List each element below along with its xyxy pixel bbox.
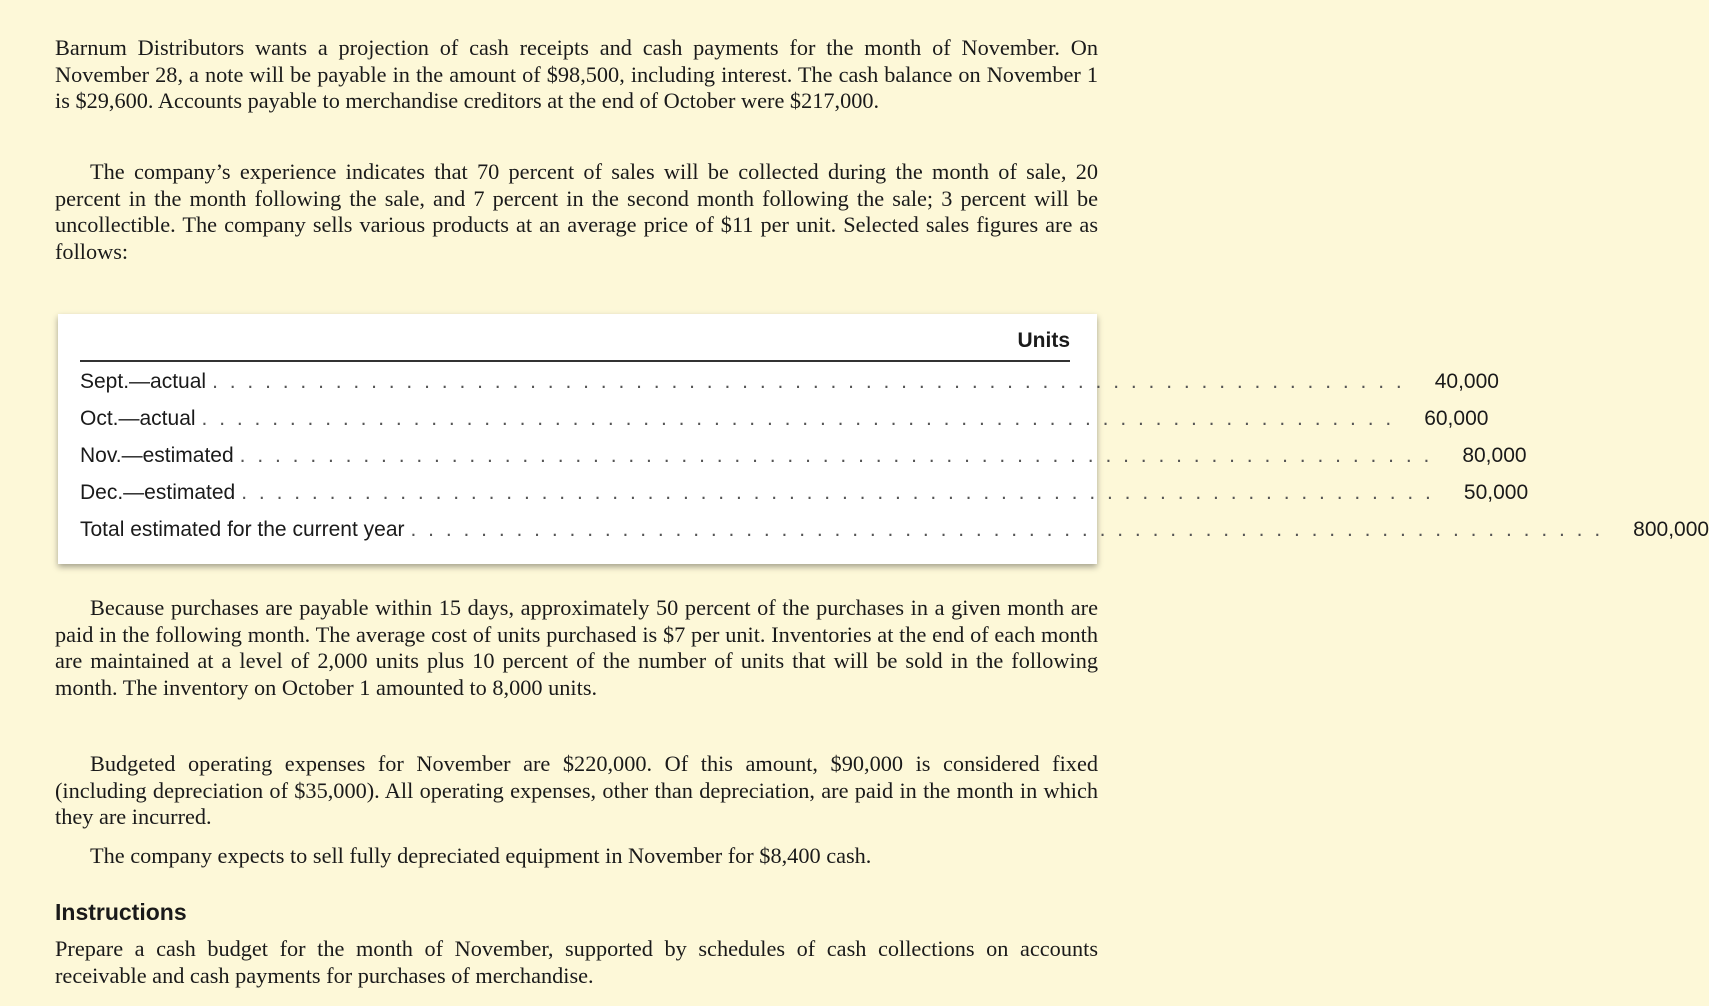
row-value: 80,000 [1462,444,1527,467]
row-label: Dec.—estimated [80,481,236,504]
leader-dots: . . . . . . . . . . . . . . . . . . . . . . . . . . . . . . . . . . . . . . . . . . . . . . . . . . . . . . . . . . . . . . . . . . . . [239,444,1433,467]
sales-table [58,314,1709,564]
table-row [80,370,1499,398]
leader-dots: . . . . . . . . . . . . . . . . . . . . . . . . . . . . . . . . . . . . . . . . . . . . . . . . . . . . . . . . . . . . . . . . . . . . [241,481,1434,504]
leader-dots: . . . . . . . . . . . . . . . . . . . . . . . . . . . . . . . . . . . . . . . . . . . . . . . . . . . . . . . . . . . . . . . . . . . . [410,518,1604,541]
table-row [80,481,1529,509]
header-rule [80,360,1070,362]
table-row [80,444,1527,472]
row-value: 50,000 [1463,481,1529,504]
leader-dots: . . . . . . . . . . . . . . . . . . . . . . . . . . . . . . . . . . . . . . . . . . . . . . . . . . . . . . . . . . . . . . . . . . . . [201,407,1395,430]
equipment-paragraph: The company expects to sell fully depreciated equipment in November for $8,400 cash. [90,843,872,868]
row-label: Oct.—actual [80,407,196,430]
row-label: Nov.—estimated [80,444,234,467]
row-value: 60,000 [1424,407,1489,430]
table-row [80,407,1489,435]
purchases-paragraph: Because purchases are payable within 15 days, approximately 50 percent of the purchases in a given month are paid in the following month. The average cost of units purchased is $7 per unit. Inventories at the end of each month are maintained at a level of 2,000 units plus 10 percent of the number of units that will be sold in the following month. The inventory on October 1 amounted to 8,000 units. [55,595,1098,700]
units-column-header: Units [1017,329,1070,352]
collections-paragraph: The company’s experience indicates that 70 percent of sales will be collected during the month of sale, 20 percent in the month following the sale, and 7 percent in the second month following the sale; 3 percent will be uncollectible. The company sells various products at an average price of $11 per unit. Selected sales figures are as follows: [55,159,1098,264]
intro-paragraph: Barnum Distributors wants a projection of cash receipts and cash payments for the month of November. On November 28, a note will be payable in the amount of $98,500, including interest. The cash balance on November 1 is $29,600. Accounts payable to merchandise creditors at the end of October were $217,000. [55,35,1098,113]
expenses-paragraph: Budgeted operating expenses for November are $220,000. Of this amount, $90,000 is considered fixed (including depreciation of $35,000). All operating expenses, other than depreciation, are paid in the month in which they are incurred. [55,751,1098,829]
instructions-heading: Instructions [55,899,187,925]
row-value: 40,000 [1434,370,1499,393]
row-label: Sept.—actual [80,370,207,393]
leader-dots: . . . . . . . . . . . . . . . . . . . . . . . . . . . . . . . . . . . . . . . . . . . . . . . . . . . . . . . . . . . . . . . . . . . . [212,370,1405,393]
instructions-paragraph: Prepare a cash budget for the month of November, supported by schedules of cash collections on accounts receivable and cash payments for purchases of merchandise. [55,936,1098,988]
row-value: 800,000 [1633,518,1709,541]
table-row [80,518,1709,546]
row-label: Total estimated for the current year [80,518,405,541]
